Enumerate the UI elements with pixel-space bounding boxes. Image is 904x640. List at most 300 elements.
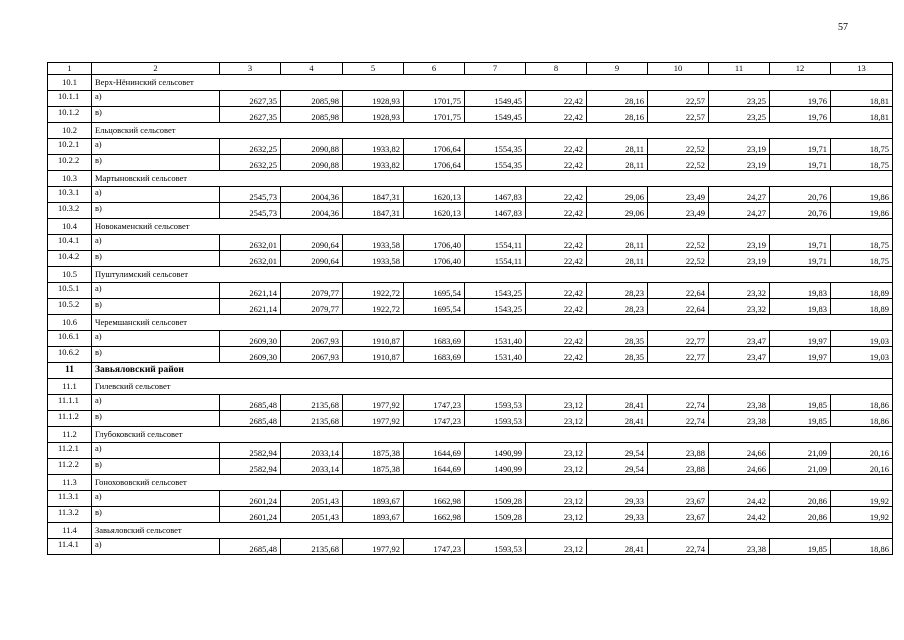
column-header-2: 2 [92,63,220,75]
value-cell: 2545,73 [220,187,281,203]
value-cell: 23,47 [709,347,770,363]
value-cell: 22,42 [526,139,587,155]
value-cell: 24,66 [709,459,770,475]
value-cell: 22,64 [648,283,709,299]
row-subtype: а) [92,491,220,507]
value-cell: 28,35 [587,331,648,347]
row-code: 10.1.2 [48,107,92,123]
value-cell: 23,88 [648,443,709,459]
column-header-6: 6 [404,63,465,75]
value-cell: 19,83 [770,299,831,315]
value-cell: 2582,94 [220,459,281,475]
row-subtype: в) [92,155,220,171]
value-cell: 23,49 [648,187,709,203]
value-cell: 2051,43 [281,507,343,523]
value-cell: 22,77 [648,331,709,347]
section-row [48,379,893,395]
section-name: Завьяловский сельсовет [92,523,893,539]
value-cell: 1509,28 [465,507,526,523]
table-row [48,347,893,363]
value-cell: 24,42 [709,507,770,523]
value-cell: 29,33 [587,507,648,523]
tariff-table [47,62,893,555]
section-name: Гонохововский сельсовет [92,475,893,491]
value-cell: 23,47 [709,331,770,347]
row-subtype: в) [92,507,220,523]
value-cell: 23,19 [709,251,770,267]
section-name: Пуштулимский сельсовет [92,267,893,283]
section-name: Черемшанский сельсовет [92,315,893,331]
value-cell: 2033,14 [281,443,343,459]
row-subtype: в) [92,411,220,427]
section-name: Завьяловский район [92,363,893,379]
section-code: 10.3 [48,171,92,187]
value-cell: 20,16 [831,443,893,459]
value-cell: 1554,11 [465,235,526,251]
value-cell: 2685,48 [220,411,281,427]
row-code: 10.3.1 [48,187,92,203]
value-cell: 19,97 [770,347,831,363]
value-cell: 28,16 [587,107,648,123]
row-code: 10.5.1 [48,283,92,299]
section-row [48,475,893,491]
row-subtype: в) [92,459,220,475]
column-header-10: 10 [648,63,709,75]
value-cell: 22,42 [526,203,587,219]
value-cell: 2135,68 [281,411,343,427]
value-cell: 23,19 [709,235,770,251]
value-cell: 18,86 [831,395,893,411]
value-cell: 22,42 [526,107,587,123]
table-row [48,459,893,475]
value-cell: 22,42 [526,155,587,171]
value-cell: 18,81 [831,107,893,123]
value-cell: 1509,28 [465,491,526,507]
value-cell: 1695,54 [404,299,465,315]
value-cell: 1490,99 [465,459,526,475]
value-cell: 19,92 [831,491,893,507]
value-cell: 1467,83 [465,187,526,203]
value-cell: 19,92 [831,507,893,523]
value-cell: 28,23 [587,283,648,299]
value-cell: 2545,73 [220,203,281,219]
value-cell: 20,86 [770,507,831,523]
value-cell: 22,74 [648,395,709,411]
value-cell: 1549,45 [465,107,526,123]
value-cell: 22,52 [648,251,709,267]
value-cell: 1747,23 [404,411,465,427]
value-cell: 18,86 [831,539,893,555]
value-cell: 2090,88 [281,139,343,155]
section-name: Мартыновский сельсовет [92,171,893,187]
row-subtype: а) [92,187,220,203]
value-cell: 1531,40 [465,347,526,363]
section-row [48,523,893,539]
value-cell: 2079,77 [281,299,343,315]
row-code: 10.5.2 [48,299,92,315]
value-cell: 1928,93 [343,91,404,107]
value-cell: 19,85 [770,395,831,411]
section-name: Гилевский сельсовет [92,379,893,395]
value-cell: 29,33 [587,491,648,507]
value-cell: 22,42 [526,283,587,299]
value-cell: 2004,36 [281,187,343,203]
value-cell: 1701,75 [404,107,465,123]
value-cell: 2685,48 [220,395,281,411]
row-subtype: а) [92,331,220,347]
value-cell: 22,57 [648,107,709,123]
row-code: 11.4.1 [48,539,92,555]
value-cell: 20,86 [770,491,831,507]
table-row [48,443,893,459]
table-row [48,539,893,555]
section-row [48,75,893,91]
table-row [48,187,893,203]
value-cell: 1549,45 [465,91,526,107]
value-cell: 2627,35 [220,91,281,107]
section-name: Верх-Нёнинский сельсовет [92,75,893,91]
value-cell: 21,09 [770,443,831,459]
value-cell: 29,54 [587,459,648,475]
table-row [48,155,893,171]
value-cell: 2582,94 [220,443,281,459]
row-subtype: в) [92,203,220,219]
row-code: 10.1.1 [48,91,92,107]
value-cell: 19,86 [831,187,893,203]
value-cell: 23,88 [648,459,709,475]
value-cell: 2090,64 [281,251,343,267]
value-cell: 1593,53 [465,539,526,555]
row-subtype: в) [92,347,220,363]
value-cell: 1706,40 [404,251,465,267]
row-subtype: а) [92,139,220,155]
row-subtype: а) [92,443,220,459]
value-cell: 2601,24 [220,491,281,507]
row-code: 11.1.1 [48,395,92,411]
value-cell: 19,83 [770,283,831,299]
value-cell: 2135,68 [281,395,343,411]
value-cell: 23,12 [526,459,587,475]
value-cell: 1933,82 [343,155,404,171]
row-subtype: а) [92,539,220,555]
value-cell: 1910,87 [343,347,404,363]
value-cell: 2067,93 [281,347,343,363]
value-cell: 23,12 [526,491,587,507]
value-cell: 1747,23 [404,539,465,555]
value-cell: 28,35 [587,347,648,363]
value-cell: 23,12 [526,443,587,459]
section-row [48,315,893,331]
value-cell: 24,27 [709,187,770,203]
value-cell: 1706,64 [404,139,465,155]
value-cell: 1893,67 [343,491,404,507]
value-cell: 28,41 [587,411,648,427]
value-cell: 22,52 [648,155,709,171]
section-code: 11.4 [48,523,92,539]
value-cell: 1683,69 [404,331,465,347]
value-cell: 28,16 [587,91,648,107]
value-cell: 1531,40 [465,331,526,347]
value-cell: 1644,69 [404,443,465,459]
row-code: 10.3.2 [48,203,92,219]
value-cell: 2067,93 [281,331,343,347]
value-cell: 29,06 [587,187,648,203]
row-code: 10.2.2 [48,155,92,171]
value-cell: 2085,98 [281,91,343,107]
value-cell: 1554,35 [465,139,526,155]
value-cell: 19,76 [770,107,831,123]
column-header-8: 8 [526,63,587,75]
value-cell: 23,49 [648,203,709,219]
value-cell: 1933,82 [343,139,404,155]
column-header-11: 11 [709,63,770,75]
value-cell: 23,32 [709,299,770,315]
value-cell: 18,75 [831,251,893,267]
value-cell: 1593,53 [465,395,526,411]
value-cell: 1977,92 [343,411,404,427]
value-cell: 22,74 [648,411,709,427]
column-header-5: 5 [343,63,404,75]
value-cell: 19,86 [831,203,893,219]
value-cell: 1683,69 [404,347,465,363]
value-cell: 20,76 [770,203,831,219]
value-cell: 2033,14 [281,459,343,475]
value-cell: 1875,38 [343,443,404,459]
value-cell: 19,71 [770,139,831,155]
table-row [48,251,893,267]
section-code: 10.4 [48,219,92,235]
row-subtype: а) [92,235,220,251]
value-cell: 28,11 [587,155,648,171]
table-row [48,411,893,427]
value-cell: 1620,13 [404,187,465,203]
value-cell: 1922,72 [343,283,404,299]
row-subtype: а) [92,395,220,411]
value-cell: 28,11 [587,235,648,251]
value-cell: 1662,98 [404,491,465,507]
row-subtype: а) [92,283,220,299]
column-header-1: 1 [48,63,92,75]
section-row [48,171,893,187]
value-cell: 22,52 [648,139,709,155]
value-cell: 1490,99 [465,443,526,459]
value-cell: 1847,31 [343,187,404,203]
value-cell: 2621,14 [220,283,281,299]
value-cell: 1875,38 [343,459,404,475]
row-code: 11.3.2 [48,507,92,523]
value-cell: 23,38 [709,395,770,411]
table-row [48,139,893,155]
value-cell: 18,75 [831,139,893,155]
section-name: Глубоковский сельсовет [92,427,893,443]
value-cell: 1644,69 [404,459,465,475]
section-name: Ельцовский сельсовет [92,123,893,139]
table-row [48,299,893,315]
column-header-3: 3 [220,63,281,75]
value-cell: 1922,72 [343,299,404,315]
value-cell: 23,19 [709,139,770,155]
section-code: 11 [48,363,92,379]
value-cell: 22,74 [648,539,709,555]
value-cell: 18,89 [831,283,893,299]
value-cell: 19,85 [770,411,831,427]
section-name: Новокаменский сельсовет [92,219,893,235]
column-header-7: 7 [465,63,526,75]
value-cell: 18,86 [831,411,893,427]
value-cell: 19,03 [831,331,893,347]
value-cell: 1977,92 [343,395,404,411]
value-cell: 1620,13 [404,203,465,219]
value-cell: 23,25 [709,91,770,107]
value-cell: 1662,98 [404,507,465,523]
value-cell: 1701,75 [404,91,465,107]
table-row [48,203,893,219]
value-cell: 1977,92 [343,539,404,555]
value-cell: 1593,53 [465,411,526,427]
value-cell: 22,42 [526,235,587,251]
value-cell: 23,67 [648,491,709,507]
value-cell: 18,81 [831,91,893,107]
value-cell: 29,54 [587,443,648,459]
table-row [48,395,893,411]
value-cell: 18,75 [831,235,893,251]
value-cell: 1933,58 [343,251,404,267]
table-row [48,491,893,507]
value-cell: 23,12 [526,539,587,555]
value-cell: 2632,01 [220,235,281,251]
value-cell: 1933,58 [343,235,404,251]
table-row [48,107,893,123]
value-cell: 2004,36 [281,203,343,219]
row-code: 11.1.2 [48,411,92,427]
value-cell: 2601,24 [220,507,281,523]
value-cell: 19,71 [770,235,831,251]
value-cell: 23,32 [709,283,770,299]
value-cell: 19,71 [770,251,831,267]
district-row [48,363,893,379]
value-cell: 24,27 [709,203,770,219]
row-code: 11.2.1 [48,443,92,459]
value-cell: 2609,30 [220,347,281,363]
value-cell: 2632,25 [220,155,281,171]
section-row [48,123,893,139]
row-code: 11.2.2 [48,459,92,475]
value-cell: 21,09 [770,459,831,475]
value-cell: 2621,14 [220,299,281,315]
value-cell: 18,89 [831,299,893,315]
section-code: 11.1 [48,379,92,395]
value-cell: 18,75 [831,155,893,171]
value-cell: 1910,87 [343,331,404,347]
value-cell: 2632,25 [220,139,281,155]
value-cell: 19,76 [770,91,831,107]
value-cell: 1747,23 [404,395,465,411]
column-header-4: 4 [281,63,343,75]
row-code: 10.2.1 [48,139,92,155]
value-cell: 24,42 [709,491,770,507]
table-row [48,331,893,347]
value-cell: 1928,93 [343,107,404,123]
value-cell: 20,16 [831,459,893,475]
value-cell: 23,12 [526,507,587,523]
value-cell: 2632,01 [220,251,281,267]
value-cell: 22,42 [526,187,587,203]
section-row [48,427,893,443]
table-row [48,283,893,299]
value-cell: 28,41 [587,539,648,555]
value-cell: 22,64 [648,299,709,315]
row-subtype: в) [92,299,220,315]
row-code: 10.6.1 [48,331,92,347]
value-cell: 29,06 [587,203,648,219]
table-row [48,91,893,107]
value-cell: 22,42 [526,91,587,107]
value-cell: 20,76 [770,187,831,203]
value-cell: 28,11 [587,251,648,267]
value-cell: 19,97 [770,331,831,347]
section-row [48,219,893,235]
value-cell: 23,12 [526,395,587,411]
value-cell: 23,12 [526,411,587,427]
value-cell: 23,19 [709,155,770,171]
value-cell: 22,77 [648,347,709,363]
value-cell: 1543,25 [465,299,526,315]
value-cell: 1847,31 [343,203,404,219]
section-code: 10.1 [48,75,92,91]
value-cell: 2627,35 [220,107,281,123]
header-row [48,63,893,75]
value-cell: 1893,67 [343,507,404,523]
column-header-12: 12 [770,63,831,75]
value-cell: 23,38 [709,539,770,555]
value-cell: 2090,88 [281,155,343,171]
row-code: 10.4.2 [48,251,92,267]
value-cell: 22,42 [526,251,587,267]
table-row [48,507,893,523]
value-cell: 2609,30 [220,331,281,347]
value-cell: 1554,35 [465,155,526,171]
section-code: 10.5 [48,267,92,283]
value-cell: 22,52 [648,235,709,251]
value-cell: 22,42 [526,347,587,363]
value-cell: 24,66 [709,443,770,459]
value-cell: 23,25 [709,107,770,123]
value-cell: 2090,64 [281,235,343,251]
section-code: 11.2 [48,427,92,443]
value-cell: 1554,11 [465,251,526,267]
page-number: 57 [838,22,848,33]
row-subtype: а) [92,91,220,107]
section-row [48,267,893,283]
table-body [48,63,893,555]
value-cell: 2135,68 [281,539,343,555]
value-cell: 1543,25 [465,283,526,299]
value-cell: 28,41 [587,395,648,411]
row-code: 10.4.1 [48,235,92,251]
column-header-9: 9 [587,63,648,75]
table-row [48,235,893,251]
value-cell: 28,11 [587,139,648,155]
value-cell: 23,38 [709,411,770,427]
value-cell: 28,23 [587,299,648,315]
value-cell: 2079,77 [281,283,343,299]
row-code: 10.6.2 [48,347,92,363]
value-cell: 22,57 [648,91,709,107]
value-cell: 19,85 [770,539,831,555]
value-cell: 1706,40 [404,235,465,251]
value-cell: 2685,48 [220,539,281,555]
value-cell: 19,71 [770,155,831,171]
